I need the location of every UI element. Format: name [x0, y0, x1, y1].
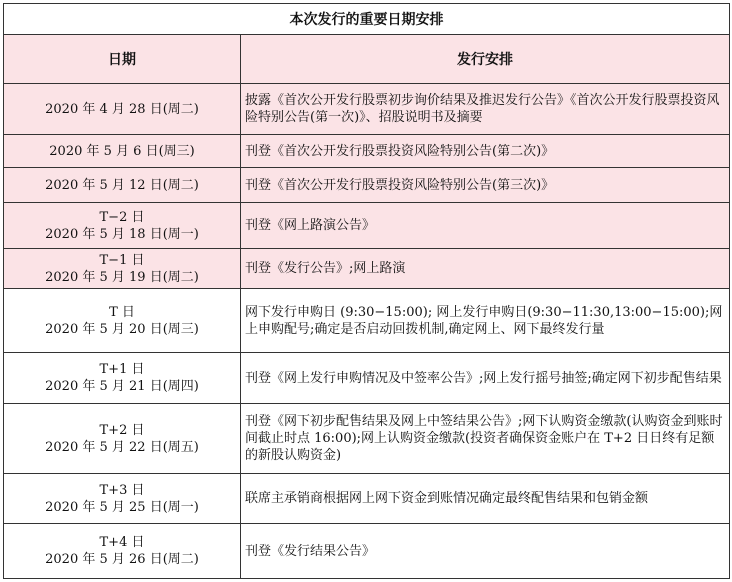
date-text: 2020 年 5 月 6 日(周三) [49, 143, 195, 159]
date-cell [4, 404, 241, 474]
day-label: T−2 日 [99, 209, 145, 225]
day-label: T+3 日 [99, 482, 145, 498]
date-text: 2020 年 5 月 12 日(周二) [45, 177, 199, 193]
date-text: 2020 年 5 月 19 日(周二) [45, 269, 199, 285]
date-cell [4, 289, 241, 353]
table-row [4, 353, 730, 404]
day-label: T+1 日 [99, 362, 145, 377]
date-text: 2020 年 5 月 25 日(周一) [45, 499, 199, 515]
table-row [4, 168, 730, 203]
date-text: 2020 年 4 月 28 日(周二) [45, 101, 199, 117]
date-text: 2020 年 5 月 22 日(周五) [45, 439, 199, 455]
date-cell [4, 524, 241, 579]
table-row [4, 203, 730, 249]
plan-cell: 网下发行申购日 (9:30−15:00); 网上发行申购日(9:30−11:30,13:00−15:00);网上申购配号;确定是否启动回拨机制,确定网上、网下最终发行量 [241, 289, 730, 353]
date-text: 2020 年 5 月 18 日(周一) [45, 226, 199, 242]
plan-cell: 刊登《首次公开发行股票投资风险特别公告(第二次)》 [241, 135, 730, 168]
table-row [4, 404, 730, 474]
date-text: 2020 年 5 月 26 日(周二) [45, 552, 199, 567]
date-cell [4, 135, 241, 168]
plan-cell: 刊登《发行结果公告》 [241, 524, 730, 579]
date-cell [4, 353, 241, 404]
header-date: 日期 [4, 35, 241, 84]
title-row [4, 4, 730, 35]
plan-cell: 刊登《首次公开发行股票投资风险特别公告(第三次)》 [241, 168, 730, 203]
schedule-table [3, 3, 730, 579]
plan-cell: 刊登《发行公告》;网上路演 [241, 249, 730, 289]
header-plan: 发行安排 [241, 35, 730, 84]
table-row [4, 84, 730, 135]
table-row [4, 249, 730, 289]
plan-cell: 刊登《网下初步配售结果及网上中签结果公告》;网下认购资金缴款(认购资金到账时间截止时点 16:00);网上认购资金缴款(投资者确保资金账户在 T+2 日日终有足额的新股认购资金) [241, 404, 730, 474]
date-cell [4, 249, 241, 289]
plan-cell: 联席主承销商根据网上网下资金到账情况确定最终配售结果和包销金额 [241, 474, 730, 524]
date-text: 2020 年 5 月 20 日(周三) [45, 321, 199, 337]
table-title: 本次发行的重要日期安排 [4, 4, 730, 35]
date-cell [4, 203, 241, 249]
table-row [4, 135, 730, 168]
date-cell [4, 474, 241, 524]
day-label: T−1 日 [99, 252, 145, 268]
plan-cell: 披露《首次公开发行股票初步询价结果及推迟发行公告》《首次公开发行股票投资风险特别公告(第一次)》、招股说明书及摘要 [241, 84, 730, 135]
day-label: T+4 日 [99, 535, 145, 550]
day-label: T 日 [109, 304, 135, 320]
date-cell [4, 168, 241, 203]
plan-cell: 刊登《网上路演公告》 [241, 203, 730, 249]
date-cell [4, 84, 241, 135]
table-row [4, 474, 730, 524]
day-label: T+2 日 [99, 422, 145, 438]
table-row [4, 289, 730, 353]
plan-cell: 刊登《网上发行申购情况及中签率公告》;网上发行摇号抽签;确定网下初步配售结果 [241, 353, 730, 404]
header-row [4, 35, 730, 84]
table-row [4, 524, 730, 579]
date-text: 2020 年 5 月 21 日(周四) [45, 379, 199, 394]
